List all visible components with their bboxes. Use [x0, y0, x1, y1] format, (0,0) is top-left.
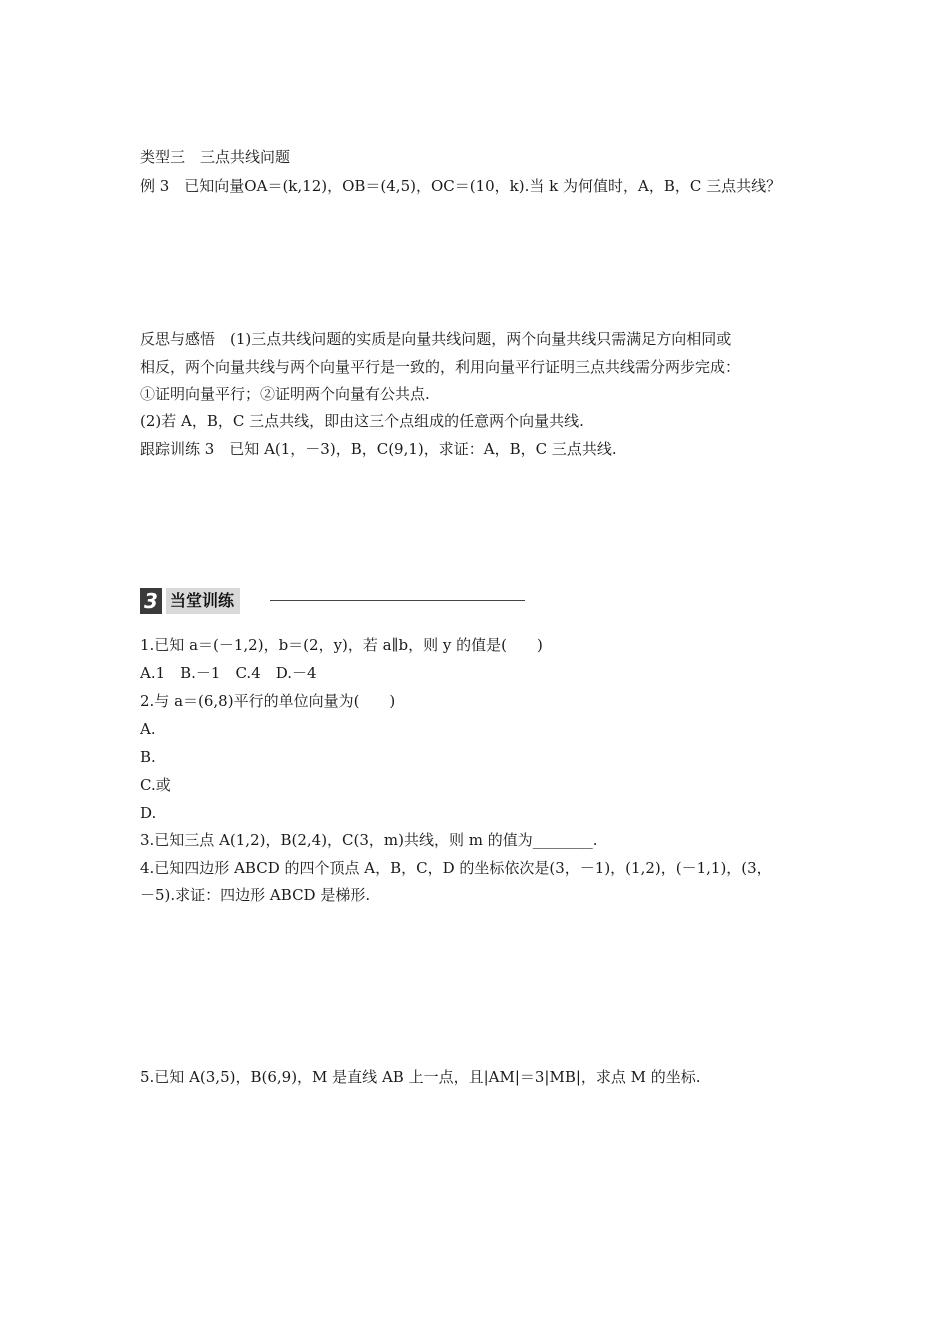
exercise-3: 3.已知三点 A(1,2)，B(2,4)，C(3，m)共线，则 m 的值为________.: [140, 831, 598, 849]
exercise-1-options: A.1 B.－1 C.4 D.－4: [140, 664, 317, 682]
exercise-4-line-2: －5).求证：四边形 ABCD 是梯形.: [140, 886, 371, 904]
exercise-2-option-d: D.: [140, 804, 157, 822]
reflection-line-2: 相反，两个向量共线与两个向量平行是一致的，利用向量平行证明三点共线需分两步完成：: [140, 358, 741, 376]
exercise-2-option-b: B.: [140, 748, 156, 766]
example-3: 例 3 已知向量OA＝(k,12)，OB＝(4,5)，OC＝(10，k).当 k 为何值时，A，B，C 三点共线？: [140, 177, 782, 195]
type3-heading: 类型三 三点共线问题: [140, 148, 291, 166]
reflection-line-1: 反思与感悟 (1)三点共线问题的实质是向量共线问题，两个向量共线只需满足方向相同或: [140, 330, 732, 348]
reflection-line-3: ①证明向量平行；②证明两个向量有公共点.: [140, 385, 430, 403]
exercise-4-line-1: 4.已知四边形 ABCD 的四个顶点 A，B，C，D 的坐标依次是(3，－1)，(1,2)，(－1,1)，(3，: [140, 859, 772, 877]
reflection-line-4: (2)若 A，B，C 三点共线，即由这三个点组成的任意两个向量共线.: [140, 412, 584, 430]
exercise-2-option-c: C.或: [140, 776, 171, 794]
exercise-2: 2.与 a＝(6,8)平行的单位向量为( ): [140, 692, 396, 710]
exercise-1: 1.已知 a＝(－1,2)，b＝(2，y)，若 a∥b，则 y 的值是( ): [140, 636, 543, 654]
section-title: 当堂训练: [166, 588, 240, 614]
section-number: 3: [140, 588, 162, 614]
section-header: [140, 588, 525, 614]
exercise-2-option-a: A.: [140, 720, 156, 738]
training-3: 跟踪训练 3 已知 A(1，－3)，B，C(9,1)，求证：A，B，C 三点共线.: [140, 440, 617, 458]
exercise-5: 5.已知 A(3,5)，B(6,9)，M 是直线 AB 上一点，且|AM|＝3|MB|，求点 M 的坐标.: [140, 1068, 701, 1086]
section-divider: [270, 600, 525, 601]
